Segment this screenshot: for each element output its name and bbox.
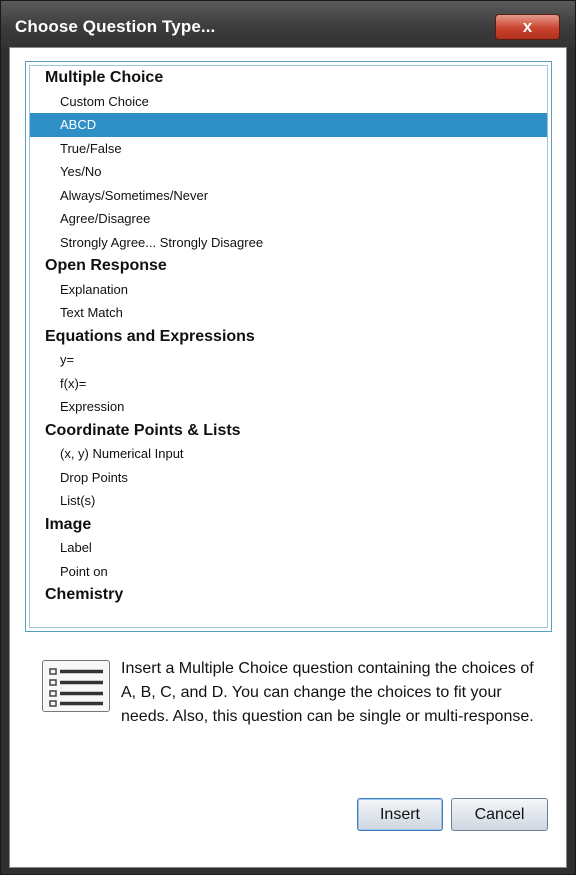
cancel-button[interactable]: Cancel — [451, 798, 548, 831]
list-item[interactable]: f(x)= — [60, 375, 87, 391]
list-item[interactable]: Always/Sometimes/Never — [60, 187, 209, 203]
list-category-header: Image — [45, 515, 92, 533]
multiple-choice-list-icon — [42, 660, 110, 712]
list-item[interactable]: Expression — [60, 399, 125, 414]
list-item[interactable]: True/False — [60, 140, 122, 156]
list-item[interactable]: Text Match — [60, 305, 123, 320]
list-item[interactable]: Drop Points — [60, 469, 128, 485]
list-item[interactable]: y= — [60, 352, 75, 367]
list-item[interactable]: Strongly Agree... Strongly Disagree — [60, 234, 264, 250]
list-category-header: Equations and Expressions — [45, 327, 255, 345]
list-item[interactable]: (x, y) Numerical Input — [60, 446, 184, 461]
question-type-list[interactable] — [25, 61, 552, 632]
list-category-header: Open Response — [45, 257, 167, 274]
list-item[interactable]: Agree/Disagree — [60, 211, 151, 226]
list-item[interactable]: List(s) — [60, 493, 96, 508]
list-item[interactable]: Point on — [60, 563, 108, 579]
question-description: Insert a Multiple Choice question containing the choices of A, B, C, and D. You can change the choices to fit your needs. Also, this question can be single or multi-response. — [121, 660, 534, 725]
list-item[interactable]: Explanation — [60, 281, 128, 297]
list-item[interactable]: Label — [60, 540, 92, 555]
close-button[interactable]: x — [495, 14, 560, 40]
list-item[interactable]: Custom Choice — [60, 93, 149, 109]
list-category-header: Coordinate Points & Lists — [45, 421, 241, 439]
list-category-header: Multiple Choice — [45, 69, 164, 86]
list-item[interactable]: ABCD — [30, 113, 547, 137]
insert-button[interactable]: Insert — [357, 798, 443, 831]
dialog-title: Choose Question Type... — [15, 17, 216, 36]
title-bar[interactable] — [1, 1, 575, 47]
list-items — [30, 66, 547, 607]
dialog-body — [9, 47, 567, 868]
list-item[interactable]: Yes/No — [60, 164, 102, 179]
list-category-header: Chemistry — [45, 586, 124, 603]
